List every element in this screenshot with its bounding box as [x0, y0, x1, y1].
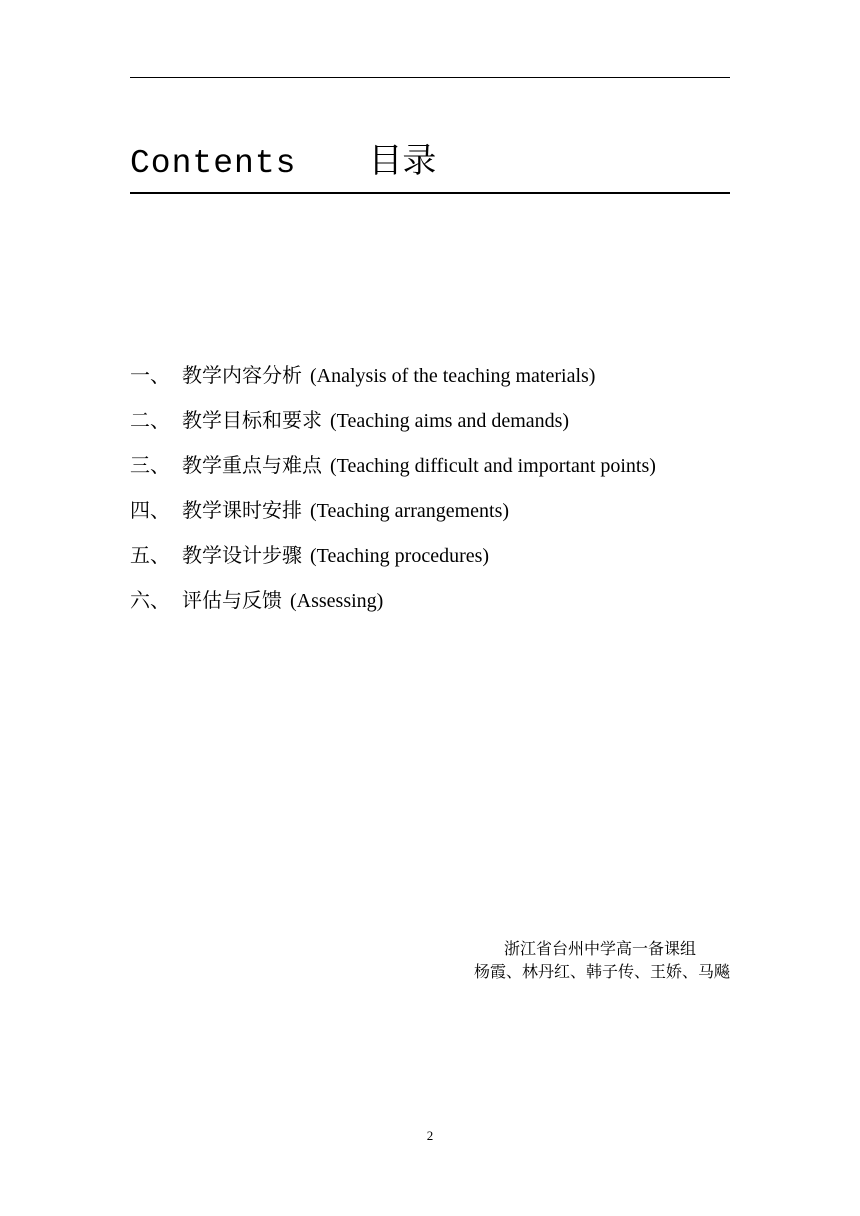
toc-item-english: (Teaching arrangements) [310, 500, 510, 522]
toc-item-english: (Teaching difficult and important points) [330, 455, 656, 477]
toc-item-english: (Teaching aims and demands) [330, 410, 570, 432]
toc-item-number: 四、 [130, 500, 170, 522]
toc-item-english: (Assessing) [290, 590, 384, 612]
toc-item-chinese: 教学重点与难点 [182, 455, 322, 477]
header-rule [130, 77, 730, 78]
signature-school: 浙江省台州中学高一备课组 [503, 941, 696, 958]
toc-item-chinese: 评估与反馈 [182, 590, 282, 612]
toc-item [130, 542, 730, 587]
toc-item-number: 三、 [130, 455, 170, 477]
toc-item-number: 二、 [130, 410, 170, 432]
toc-item [130, 587, 730, 632]
toc-item-number: 六、 [130, 590, 170, 612]
toc-item [130, 362, 730, 407]
title-english: Contents [130, 145, 297, 182]
page-number: 2 [426, 1128, 434, 1143]
signature-authors: 杨霞、林丹红、韩子传、王娇、马飚 [473, 964, 730, 981]
toc-item [130, 407, 730, 452]
toc-item-chinese: 教学内容分析 [182, 365, 302, 387]
toc-item-number: 一、 [130, 365, 170, 387]
toc-item-chinese: 教学课时安排 [182, 500, 302, 522]
table-of-contents [130, 362, 730, 632]
title-chinese: 目录 [368, 141, 437, 181]
toc-item-chinese: 教学目标和要求 [182, 410, 322, 432]
toc-item [130, 452, 730, 497]
author-signature [474, 938, 730, 984]
page-title [130, 138, 436, 184]
toc-item-number: 五、 [130, 545, 170, 567]
toc-item-chinese: 教学设计步骤 [182, 545, 302, 567]
toc-item-english: (Analysis of the teaching materials) [310, 365, 596, 387]
toc-item-english: (Teaching procedures) [310, 545, 490, 567]
title-underline [130, 192, 730, 194]
toc-item [130, 497, 730, 542]
